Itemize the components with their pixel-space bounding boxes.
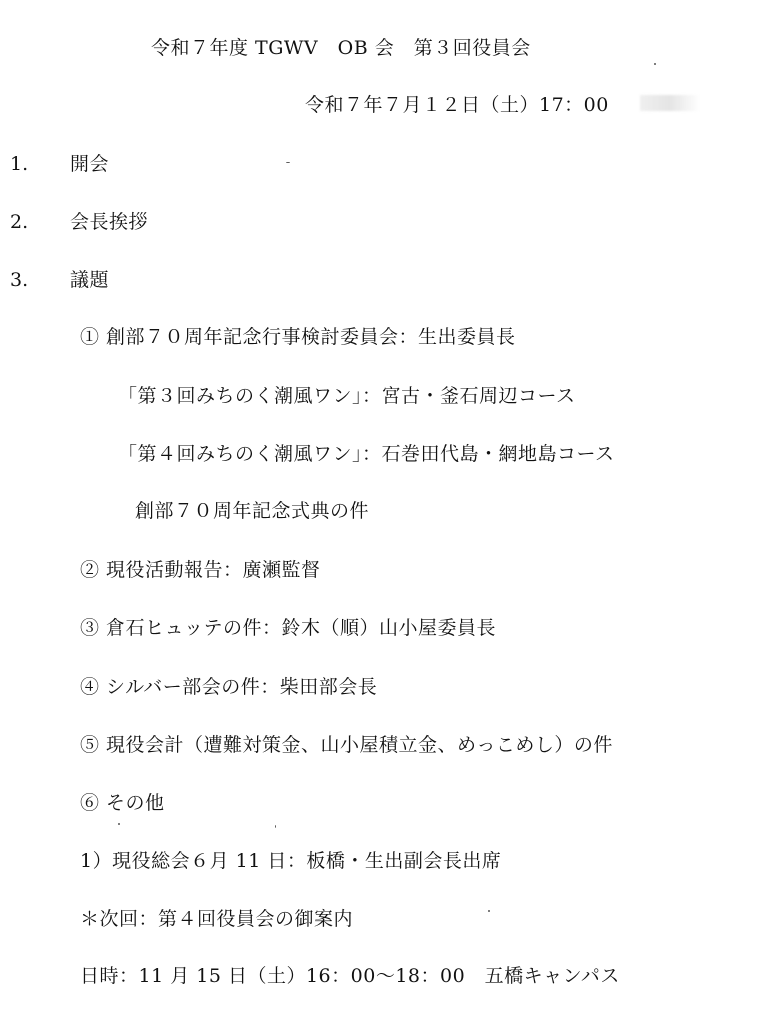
section-label-3: 議題 xyxy=(70,269,110,291)
scan-speck xyxy=(488,910,490,912)
agenda-item-3: ③ 倉石ヒュッテの件：鈴木（順）山小屋委員長 xyxy=(80,617,497,639)
section-label-1: 開会 xyxy=(70,153,110,175)
next-meeting-datetime: 日時：11 月 15 日（土）16：00〜18：00 五橋キャンパス xyxy=(80,965,620,987)
agenda-item-1-sub-3: 創部７０周年記念式典の件 xyxy=(135,500,370,522)
scan-speck xyxy=(275,825,276,828)
other-item-1: 1）現役総会６月 11 日：板橋・生出副会長出席 xyxy=(80,850,502,872)
section-number-2: 2. xyxy=(10,211,29,233)
agenda-item-4: ④ シルバー部会の件：柴田部会長 xyxy=(80,676,378,698)
agenda-item-1: ① 創部７０周年記念行事検討委員会：生出委員長 xyxy=(80,326,516,348)
agenda-item-1-sub-1: 「第３回みちのく潮風ワン」：宮古・釜石周辺コース xyxy=(118,385,576,407)
section-label-2: 会長挨拶 xyxy=(70,211,149,233)
document-title: 令和７年度 TGWV OB 会 第３回役員会 xyxy=(151,37,531,59)
next-meeting-notice: ＊次回：第４回役員会の御案内 xyxy=(80,908,354,930)
meeting-date: 令和７年７月１２日（土）17：00 xyxy=(305,94,609,116)
agenda-item-5: ⑤ 現役会計（遭難対策金、山小屋積立金、めっこめし）の件 xyxy=(80,734,613,756)
scan-speck xyxy=(654,63,656,65)
scan-speck xyxy=(118,823,120,825)
agenda-item-1-sub-2: 「第４回みちのく潮風ワン」：石巻田代島・網地島コース xyxy=(118,443,615,465)
section-number-1: 1. xyxy=(10,153,29,175)
section-number-3: 3. xyxy=(10,269,29,291)
agenda-item-6: ⑥ その他 xyxy=(80,792,165,814)
scan-speck xyxy=(286,162,290,163)
agenda-item-2: ② 現役活動報告：廣瀬監督 xyxy=(80,559,321,581)
scan-smudge xyxy=(640,95,700,111)
